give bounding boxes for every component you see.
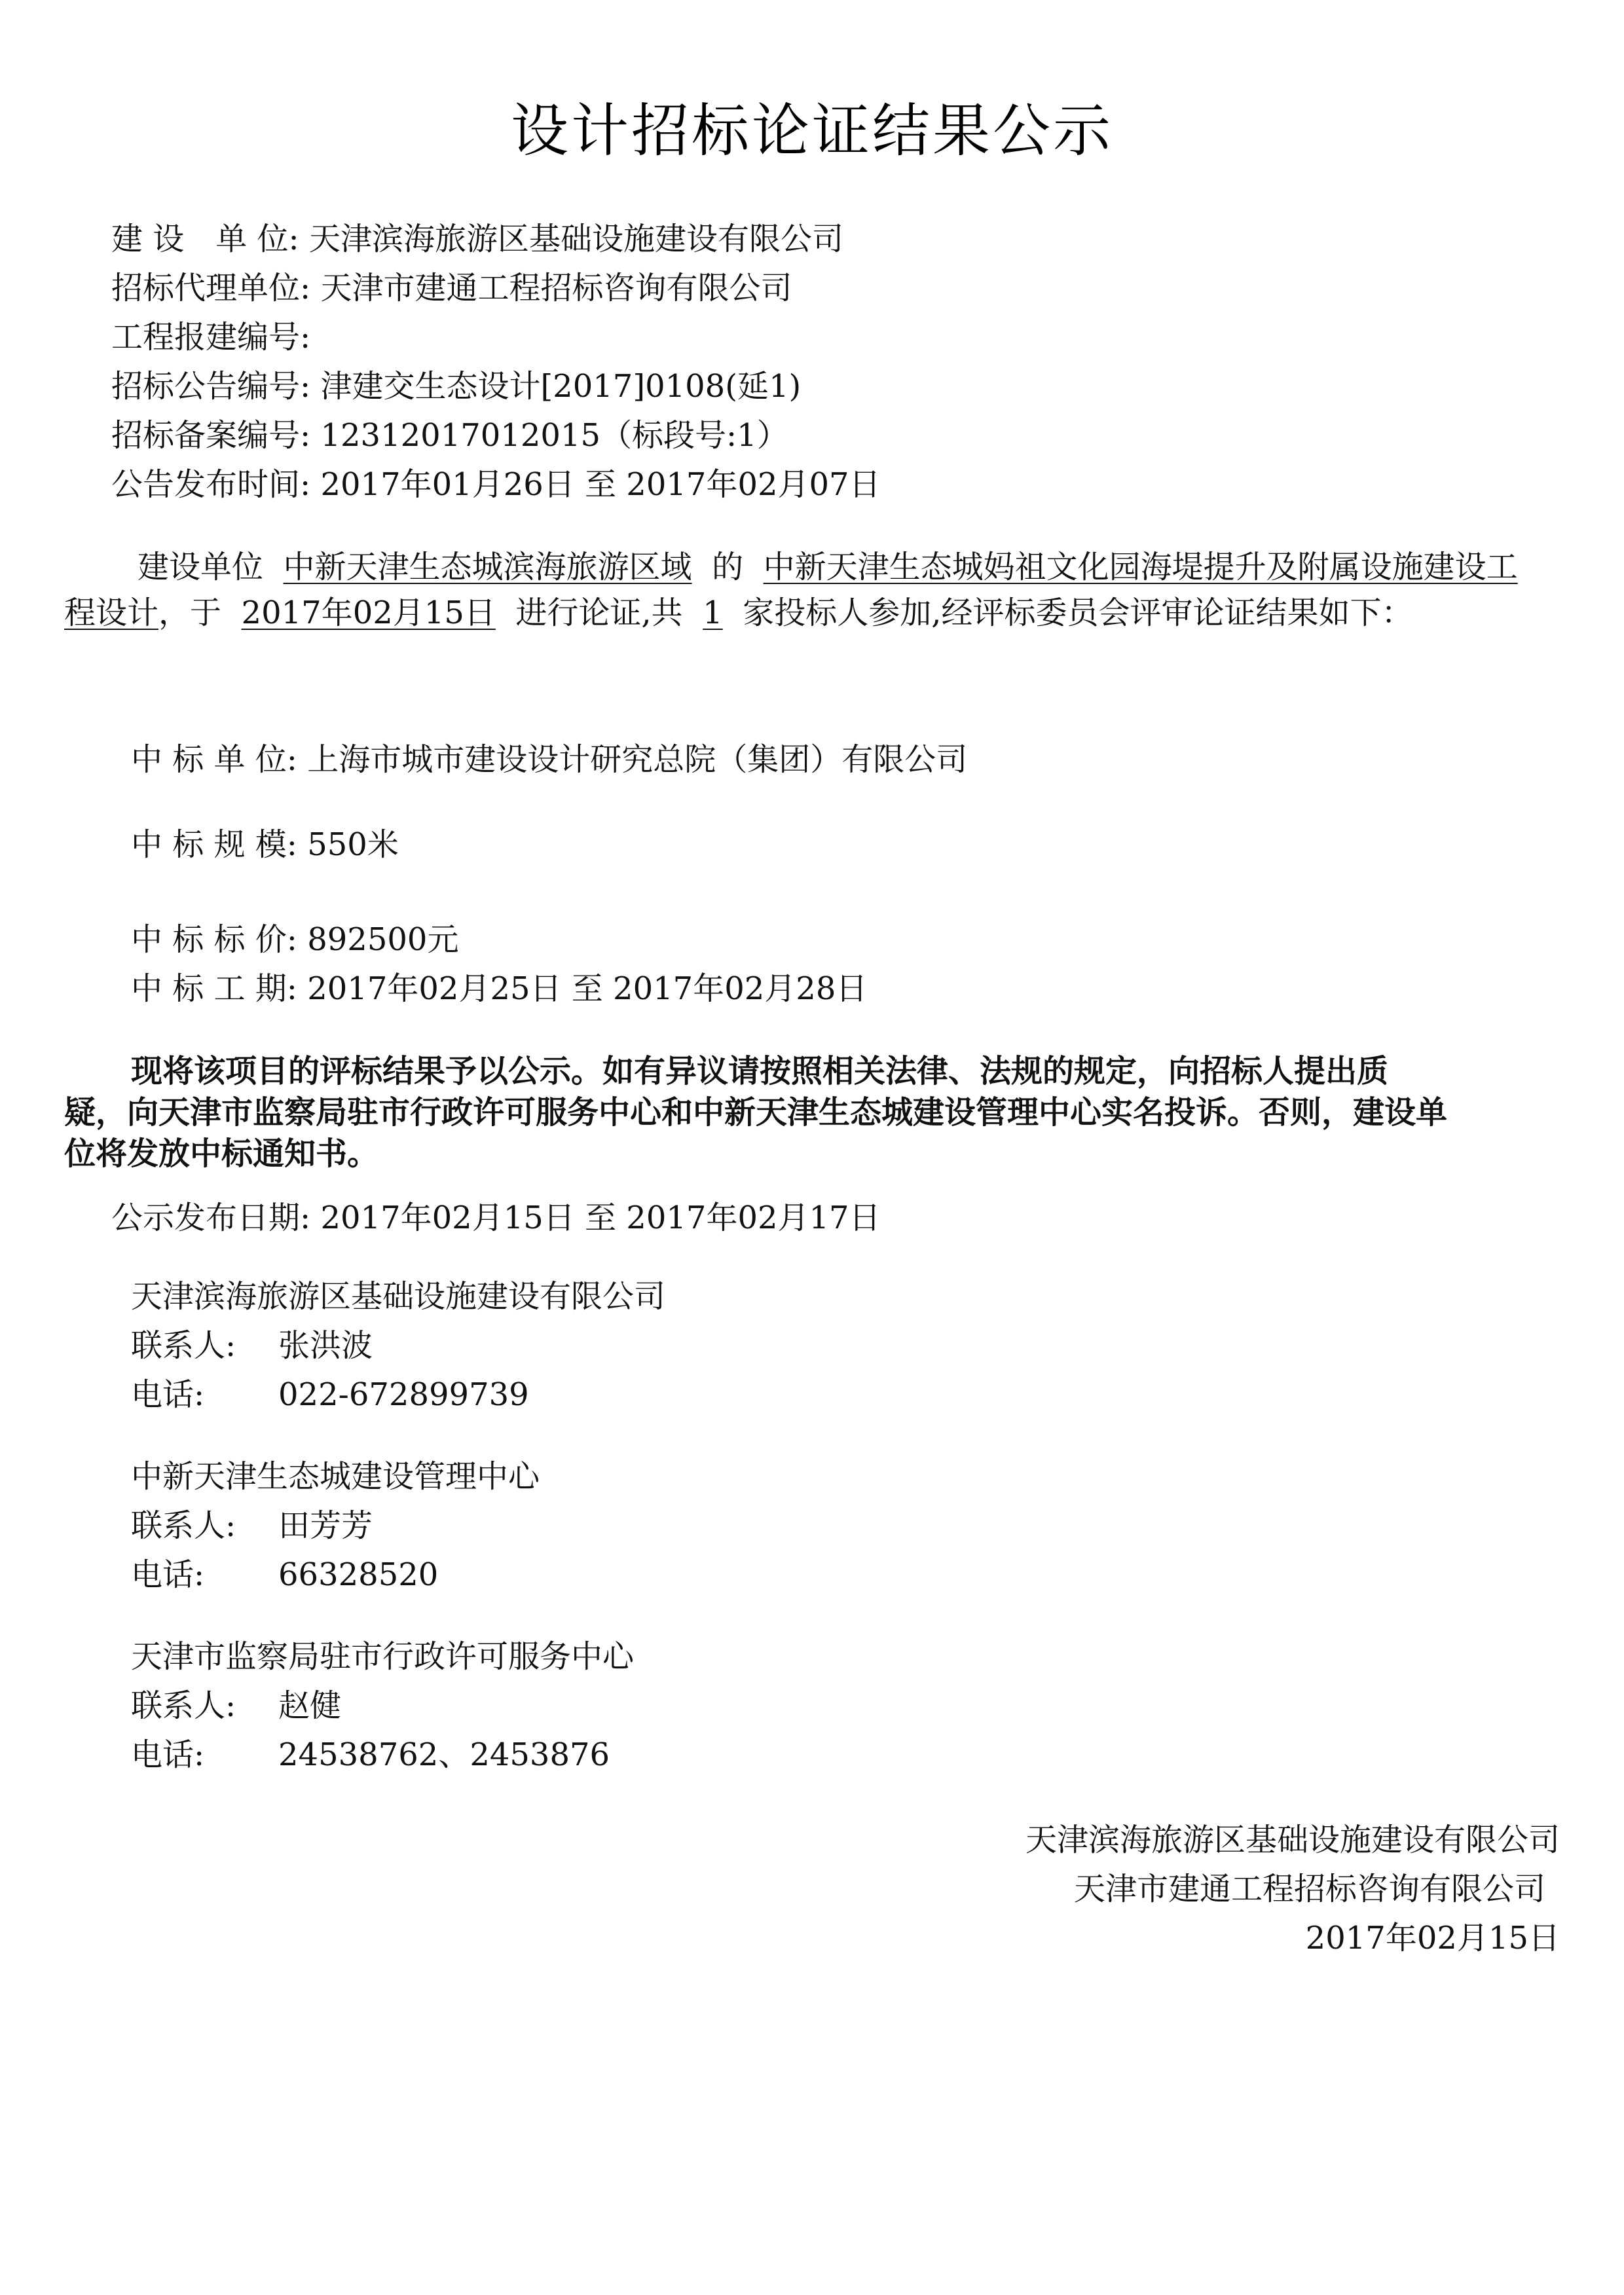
contact-person-name: 张洪波 [278,1327,373,1364]
intro-date: 2017年02月15日 [241,595,496,631]
result-label: 中 标 标 价: [131,921,297,958]
intro-project: 中新天津生态城妈祖文化园海堤提升及附属设施建设工 [763,549,1518,585]
result-winner [131,740,967,779]
contact-phone-number: 66328520 [278,1556,439,1593]
publish-date [111,1198,881,1238]
info-value: 津建交生态设计[2017]0108(延1) [320,368,802,405]
info-label: 工程报建编号: [111,319,311,356]
contact-org: 天津滨海旅游区基础设施建设有限公司 [131,1278,666,1315]
contact-phone-label: 电话: [131,1736,205,1773]
intro-prefix: 建设单位 [138,549,264,585]
intro-suffix: 家投标人参加,经评标委员会评审论证结果如下： [743,595,1413,631]
intro-line-1 [138,547,1518,587]
intro-project-cont: 程设计 [64,595,159,631]
contact-person [131,1506,373,1545]
contact-person [131,1686,341,1725]
intro-mid: 进行论证,共 [515,595,683,631]
info-label: 招标备案编号: [111,417,311,454]
intro-line-2 [64,593,1413,633]
contact-org: 中新天津生态城建设管理中心 [131,1458,540,1495]
intro-unit: 中新天津生态城滨海旅游区域 [283,549,692,585]
contact-phone-number: 022-672899739 [278,1376,529,1413]
notice-line-1: 现将该项目的评标结果予以公示。如有异议请按照相关法律、法规的规定，向招标人提出质 [131,1053,1389,1090]
result-period [131,969,867,1008]
result-value: 上海市城市建设设计研究总院（集团）有限公司 [307,741,968,778]
result-value: 550米 [307,826,399,863]
signature-org-1: 天津滨海旅游区基础设施建设有限公司 [1025,1822,1560,1858]
info-label: 公告发布时间: [111,466,311,503]
contact-phone-label: 电话: [131,1376,205,1413]
info-value: 2017年01月26日 至 2017年02月07日 [320,466,881,503]
info-label: 招标代理单位: [111,270,311,306]
intro-yu: ，于 [158,595,222,631]
info-value: 12312017012015（标段号:1） [320,417,788,454]
contact-person-name: 赵健 [278,1687,342,1724]
publish-label: 公示发布日期: [111,1200,311,1236]
contact-person-name: 田芳芳 [278,1507,373,1544]
info-label: 建 设 单 位: [111,221,299,257]
result-label: 中 标 规 模: [131,826,297,863]
info-row-agent [111,268,792,308]
info-row-project-code [111,318,310,357]
publish-value: 2017年02月15日 至 2017年02月17日 [320,1200,881,1236]
signature-org-2: 天津市建通工程招标咨询有限公司 [1073,1871,1545,1907]
contact-org: 天津市监察局驻市行政许可服务中心 [131,1638,635,1675]
contact-person-label: 联系人: [131,1687,236,1724]
notice-line-2: 疑，向天津市监察局驻市行政许可服务中心和中新天津生态城建设管理中心实名投诉。否则，建设单 [64,1094,1448,1131]
notice-line-3: 位将发放中标通知书。 [64,1135,379,1172]
result-label: 中 标 单 位: [131,741,297,778]
page-title: 设计招标论证结果公示 [510,97,1113,164]
info-row-notice-code [111,367,801,406]
intro-of: 的 [712,549,744,585]
contact-phone [131,1375,529,1414]
info-label: 招标公告编号: [111,368,311,405]
info-row-owner [111,219,843,259]
contact-phone-label: 电话: [131,1556,205,1593]
info-value: 天津市建通工程招标咨询有限公司 [320,270,792,306]
result-scale [131,825,399,864]
info-row-record-code [111,416,788,455]
result-label: 中 标 工 期: [131,970,297,1007]
info-value: 天津滨海旅游区基础设施建设有限公司 [308,221,843,257]
contact-person [131,1326,373,1365]
result-value: 2017年02月25日 至 2017年02月28日 [307,970,868,1007]
info-row-notice-time [111,465,881,504]
contact-person-label: 联系人: [131,1327,236,1364]
intro-count: 1 [703,595,723,631]
contact-person-label: 联系人: [131,1507,236,1544]
contact-phone [131,1735,610,1774]
signature-date: 2017年02月15日 [1305,1920,1560,1956]
result-value: 892500元 [307,921,459,958]
contact-phone [131,1555,438,1594]
result-price [131,920,458,959]
contact-phone-number: 24538762、2453876 [278,1736,610,1773]
